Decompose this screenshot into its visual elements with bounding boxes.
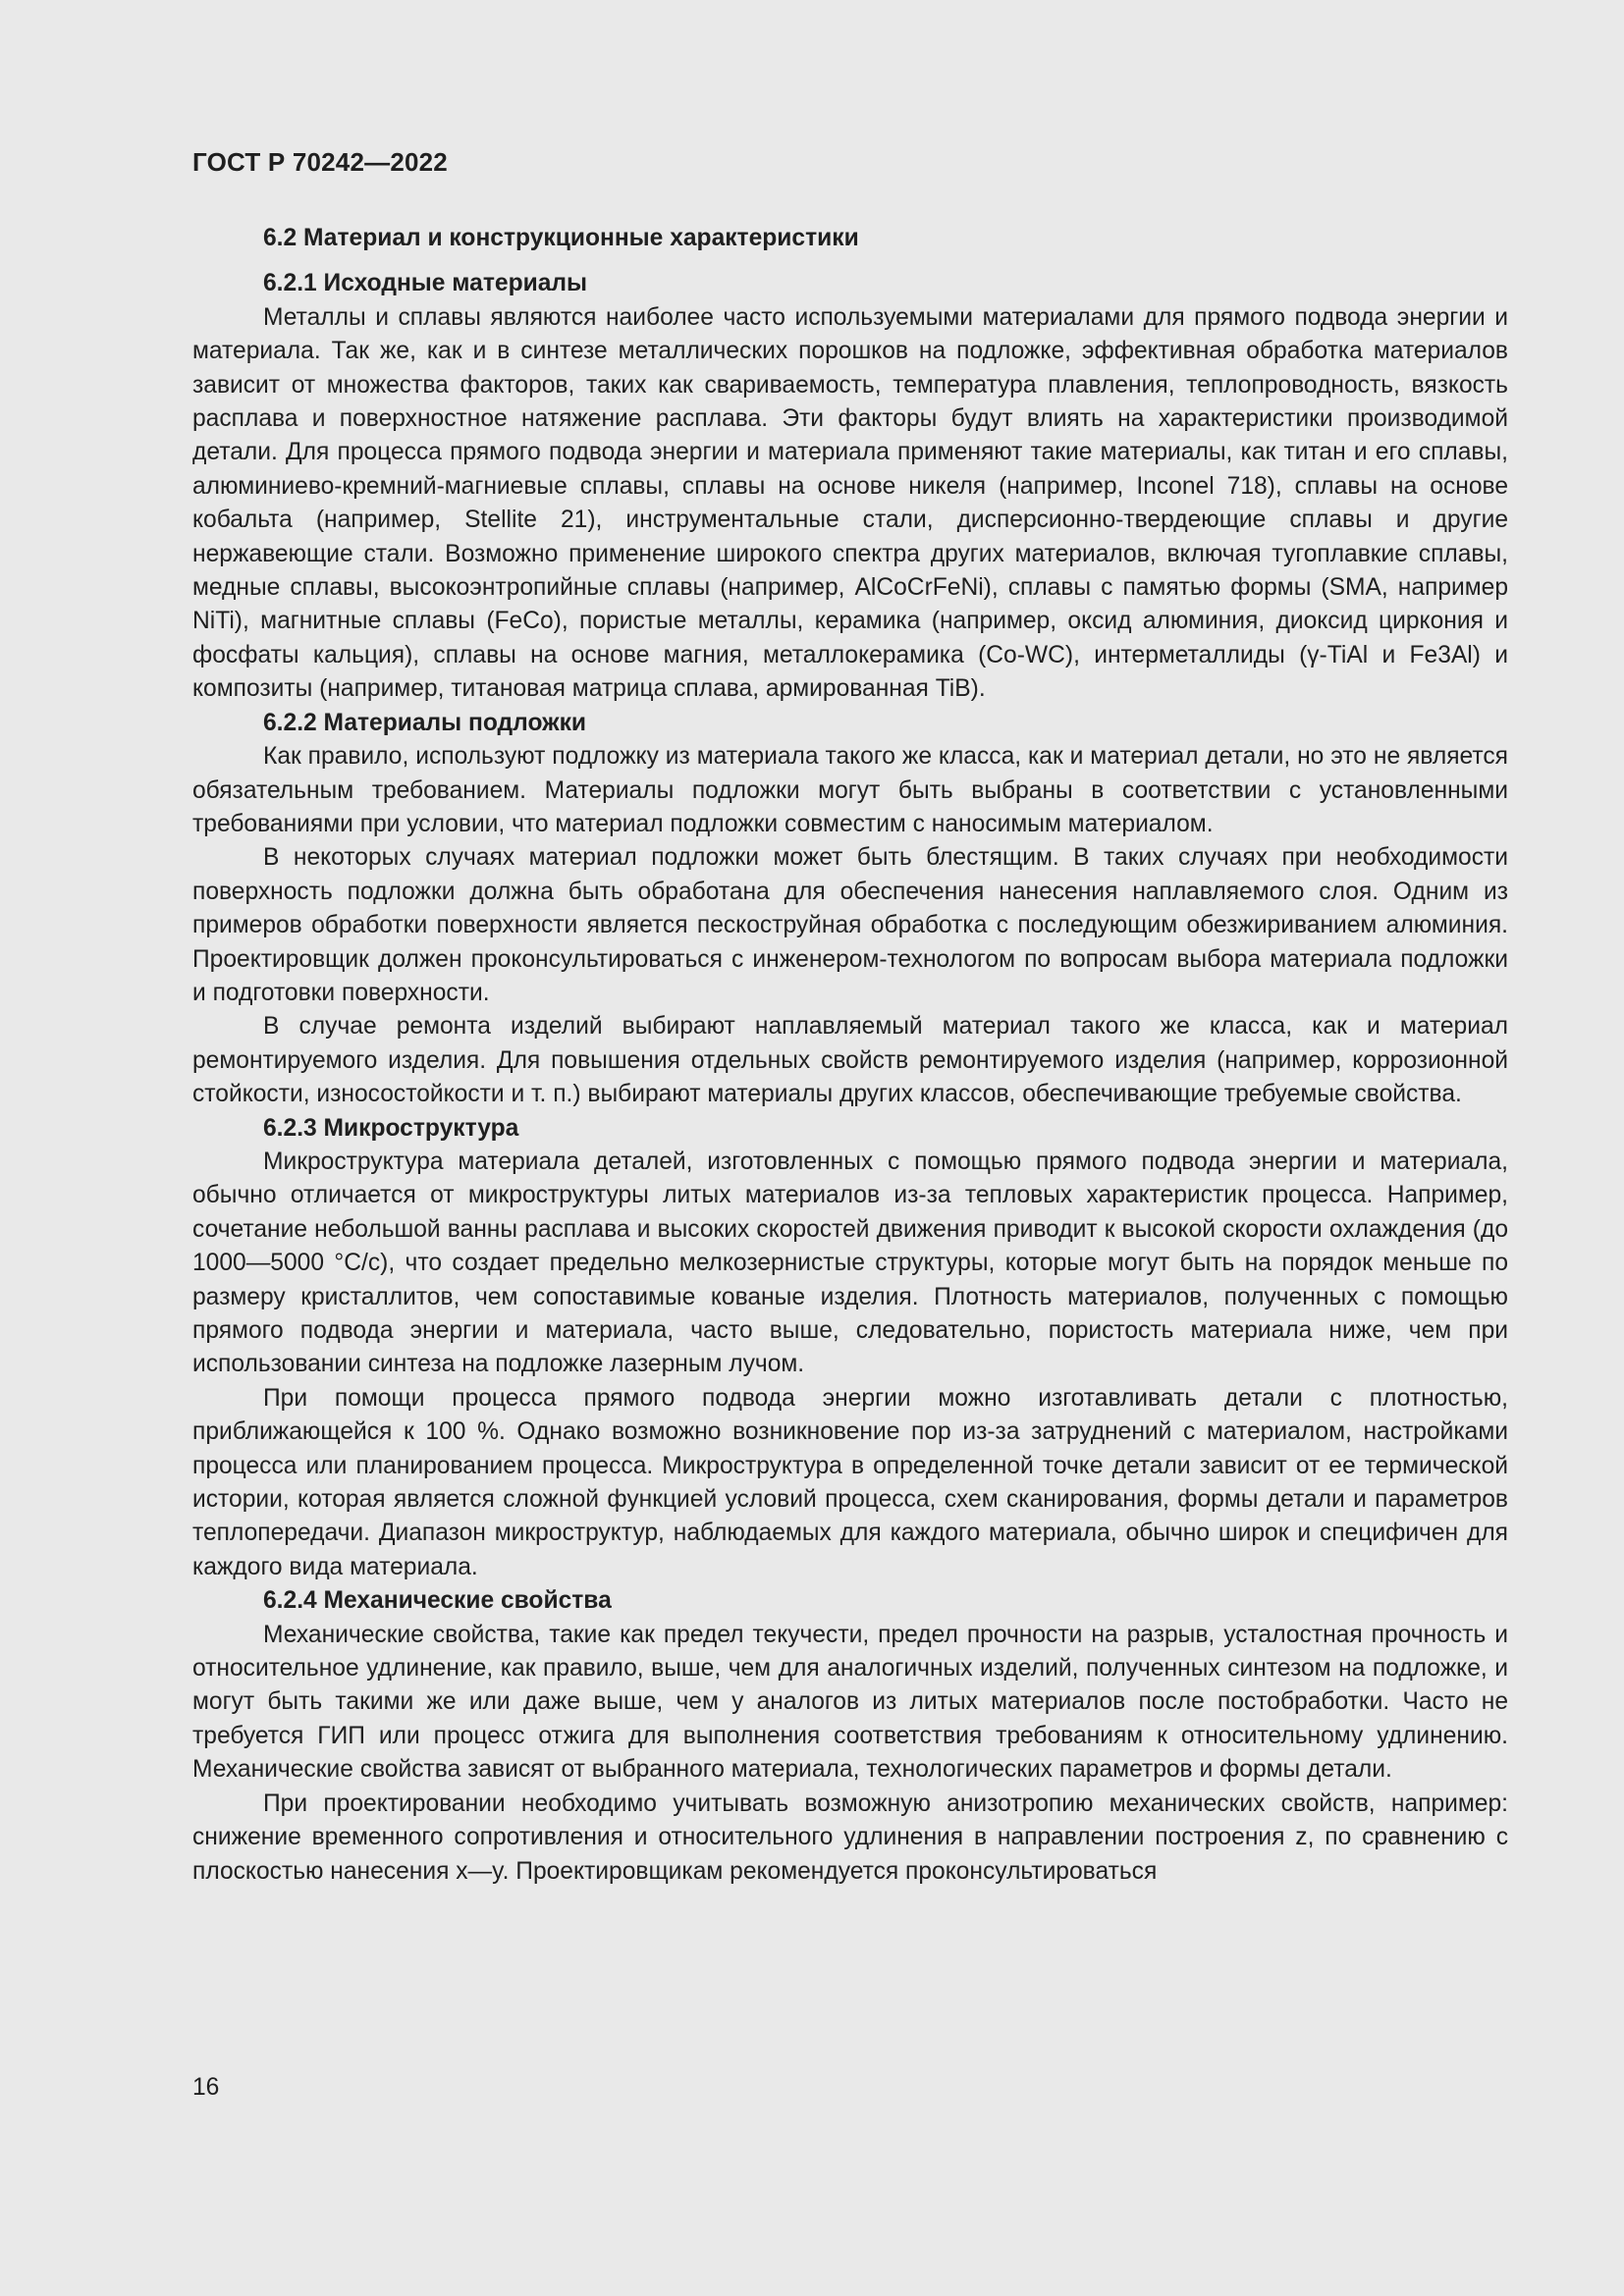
section-title: 6.2 Материал и конструкционные характеристики <box>263 225 859 251</box>
subsection-title: 6.2.3 Микроструктура <box>263 1114 519 1142</box>
paragraph: Механические свойства, такие как предел текучести, предел прочности на разрыв, усталостная прочность и относительное удлинение, как правило, выше, чем для аналогичных изделий, полученных синтезом на подложке, и могут быть такими же или даже выше, чем у аналогов из литых материалов после постобработки. Часто не требуется ГИП или процесс отжига для выполнения соответствия требованиям к относительному удлинению. Механические свойства зависят от выбранного материала, технологических параметров и формы детали. <box>192 1621 1508 1784</box>
subsection-title: 6.2.1 Исходные материалы <box>263 270 588 297</box>
page-number: 16 <box>192 2074 220 2101</box>
subsection-6-2-3 <box>192 1112 1508 1585</box>
paragraph: Металлы и сплавы являются наиболее часто используемыми материалами для прямого подвода энергии и материала. Так же, как и в синтезе металлических порошков на подложке, эффективная обработка материалов зависит от множества факторов, таких как свариваемость, температура плавления, теплопроводность, вязкость расплава и поверхностное натяжение расплава. Эти факторы будут влиять на характеристики производимой детали. Для процесса прямого подвода энергии и материала применяют такие материалы, как титан и его сплавы, алюминиево-кремний-магниевые сплавы, сплавы на основе никеля (например, Inconel 718), сплавы на основе кобальта (например, Stellite 21), инструментальные стали, дисперсионно-твердеющие сплавы и другие нержавеющие стали. Возможно применение широкого спектра других материалов, включая тугоплавкие сплавы, медные сплавы, высокоэнтропийные сплавы (например, AlCoCrFeNi), сплавы с памятью формы (SMA, например NiTi), магнитные сплавы (FeCo), пористые металлы, керамика (например, оксид алюминия, диоксид циркония и фосфаты кальция), сплавы на основе магния, металлокерамика (Co-WC), интерметаллиды (γ-TiAl и Fe3Al) и композиты (например, титановая матрица сплава, армированная TiB). <box>192 303 1508 703</box>
document-body <box>192 222 1508 1889</box>
paragraph: Как правило, используют подложку из материала такого же класса, как и материал детали, но это не является обязательным требованием. Материалы подложки могут быть выбраны в соответствии с установленными требованиями при условии, что материал подложки совместим с наносимым материалом. <box>192 743 1508 837</box>
subsection-6-2-1 <box>192 267 1508 706</box>
subsection-title: 6.2.2 Материалы подложки <box>263 709 587 736</box>
paragraph: В случае ремонта изделий выбирают наплавляемый материал такого же класса, как и материал ремонтируемого изделия. Для повышения отдельных свойств ремонтируемого изделия (например, коррозионной стойкости, износостойкости и т. п.) выбирают материалы других классов, обеспечивающие требуемые свойства. <box>192 1013 1508 1108</box>
paragraph: В некоторых случаях материал подложки может быть блестящим. В таких случаях при необходимости поверхность подложки должна быть обработана для обеспечения нанесения наплавляемого слоя. Одним из примеров обработки поверхности является пескоструйная обработка с последующим обезжириванием алюминия. Проектировщик должен проконсультироваться с инженером-технологом по вопросам выбора материала подложки и подготовки поверхности. <box>192 844 1508 1006</box>
paragraph: При проектировании необходимо учитывать возможную анизотропию механических свойств, например: снижение временного сопротивления и относительного удлинения в направлении построения z, по сравнению с плоскостью нанесения x—y. Проектировщикам рекомендуется проконсультироваться <box>192 1789 1508 1885</box>
document-code-header: ГОСТ Р 70242—2022 <box>192 147 448 177</box>
paragraph: При помощи процесса прямого подвода энергии можно изготавливать детали с плотностью, приближающейся к 100 %. Однако возможно возникновение пор из-за затруднений с материалом, настройками процесса или планированием процесса. Микроструктура в определенной точке детали зависит от ее термической истории, которая является сложной функцией условий процесса, схем сканирования, формы детали и параметров теплопередачи. Диапазон микроструктур, наблюдаемых для каждого материала, обычно широк и специфичен для каждого вида материала. <box>192 1384 1508 1580</box>
subsection-6-2-2 <box>192 707 1508 1112</box>
subsection-title: 6.2.4 Механические свойства <box>263 1587 612 1615</box>
paragraph: Микроструктура материала деталей, изготовленных с помощью прямого подвода энергии и материала, обычно отличается от микроструктуры литых материалов из-за тепловых характеристик процесса. Например, сочетание небольшой ванны расплава и высоких скоростей движения приводит к высокой скорости охлаждения (до 1000—5000 °С/с), что создает предельно мелкозернистые структуры, которые могут быть на порядок меньше по размеру кристаллитов, чем сопоставимые кованые изделия. Плотность материалов, полученных с помощью прямого подвода энергии и материала, часто выше, следовательно, пористость материала ниже, чем при использовании синтеза на подложке лазерным лучом. <box>192 1148 1508 1378</box>
subsection-6-2-4 <box>192 1584 1508 1889</box>
